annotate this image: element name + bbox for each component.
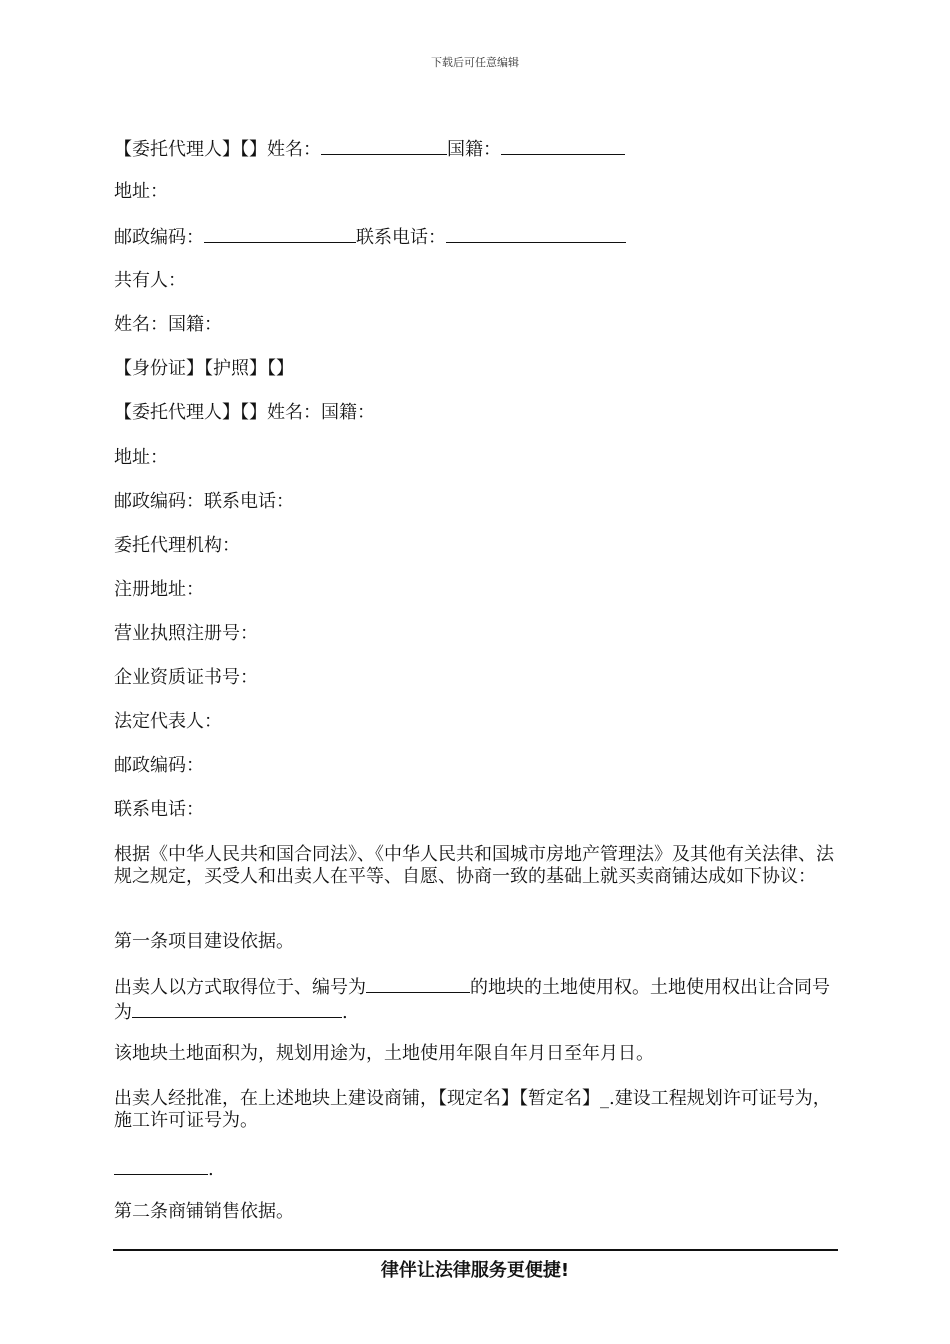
co-owner-line: 共有人： bbox=[114, 270, 186, 291]
phone-label: 联系电话： bbox=[356, 227, 446, 248]
postal-line-3: 邮政编码： bbox=[114, 755, 204, 776]
agent-name-line-2: 【委托代理人】【】姓名：国籍： bbox=[114, 402, 375, 423]
plot-number-blank bbox=[366, 974, 470, 993]
business-license-line: 营业执照注册号： bbox=[114, 623, 258, 644]
legal-rep-line: 法定代表人： bbox=[114, 711, 222, 732]
trailing-blank bbox=[114, 1156, 208, 1175]
land-area-line: 该地块土地面积为，规划用途为，土地使用年限自年月日至年月日。 bbox=[114, 1043, 654, 1064]
article-one-heading: 第一条项目建设依据。 bbox=[114, 931, 294, 952]
qualification-line: 企业资质证书号： bbox=[114, 667, 258, 688]
address-line: 地址： bbox=[114, 181, 168, 202]
nationality-label: 国籍： bbox=[447, 139, 501, 160]
contract-number-blank bbox=[132, 999, 342, 1018]
page-footer: 律伴让法律服务更便捷! bbox=[380, 1260, 570, 1281]
agent-name-line bbox=[114, 136, 625, 162]
agent-name-label: 【委托代理人】【】姓名： bbox=[114, 139, 321, 160]
registered-address-line: 注册地址： bbox=[114, 579, 204, 600]
page-header: 下载后可任意编辑 bbox=[431, 56, 519, 69]
land-use-paragraph bbox=[114, 974, 838, 1024]
preamble-paragraph: 根据《中华人民共和国合同法》、《中华人民共和国城市房地产管理法》及其他有关法律、法规之规定，买受人和出卖人在平等、自愿、协商一致的基础上就买卖商铺达成如下协议： bbox=[114, 844, 834, 887]
postal-label: 邮政编码： bbox=[114, 227, 204, 248]
id-type-line: 【身份证】【护照】【】 bbox=[114, 358, 294, 379]
trailing-blank-line bbox=[114, 1156, 214, 1182]
trailing-period: . bbox=[208, 1159, 214, 1180]
nationality-blank bbox=[501, 136, 625, 155]
footer-divider bbox=[113, 1249, 838, 1251]
address-line-2: 地址： bbox=[114, 447, 168, 468]
name-blank bbox=[321, 136, 447, 155]
land-use-text-a: 出卖人以方式取得位于、编号为 bbox=[114, 977, 366, 998]
land-use-text-c: . bbox=[342, 1002, 348, 1023]
land-use-text-b: 的地块的土地使用权。土地使用权出让合同号为 bbox=[114, 977, 830, 1023]
name-nationality-line: 姓名：国籍： bbox=[114, 314, 222, 335]
article-two-heading: 第二条商铺销售依据。 bbox=[114, 1201, 294, 1222]
agency-line: 委托代理机构： bbox=[114, 535, 240, 556]
postal-phone-line-2: 邮政编码：联系电话： bbox=[114, 491, 294, 512]
postal-phone-line bbox=[114, 224, 626, 250]
phone-line-3: 联系电话： bbox=[114, 799, 204, 820]
postal-blank bbox=[204, 224, 356, 243]
approval-paragraph: 出卖人经批准，在上述地块上建设商铺，【现定名】【暂定名】_.建设工程规划许可证号为，施工许可证号为。 bbox=[114, 1088, 831, 1131]
phone-blank bbox=[446, 224, 626, 243]
